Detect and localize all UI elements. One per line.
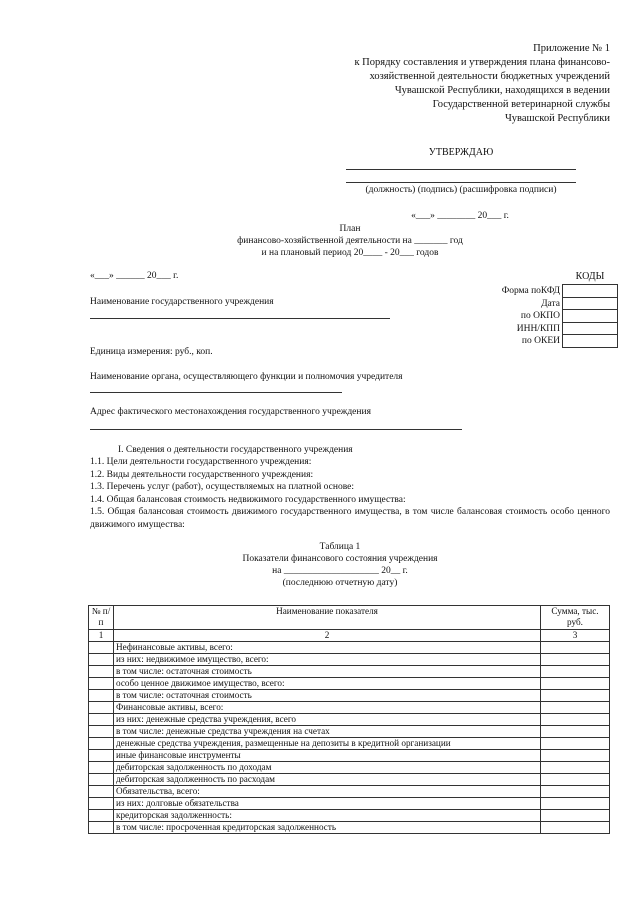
table-row xyxy=(89,654,610,666)
sum-cell[interactable] xyxy=(541,666,610,678)
code-cell-date[interactable] xyxy=(563,297,618,310)
row-label: в том числе: остаточная стоимость xyxy=(114,666,541,678)
col-header-sum: Сумма, тыс. руб. xyxy=(541,606,610,630)
sum-cell[interactable] xyxy=(541,774,610,786)
plan-period: и на плановый период 20____ - 20___ годов xyxy=(261,248,439,258)
signature-line xyxy=(346,182,576,183)
table-row xyxy=(89,762,610,774)
table-row xyxy=(89,822,610,834)
row-label: Обязательства, всего: xyxy=(114,786,541,798)
appendix-header xyxy=(250,42,610,126)
sum-cell[interactable] xyxy=(541,750,610,762)
table-row xyxy=(89,738,610,750)
col-header-name: Наименование показателя xyxy=(114,606,541,630)
section-item: 1.3. Перечень услуг (работ), осуществляемых на платной основе: xyxy=(90,482,355,492)
codes-labels xyxy=(440,285,560,348)
row-label: Нефинансовые активы, всего: xyxy=(114,642,541,654)
sum-cell[interactable] xyxy=(541,678,610,690)
section-items xyxy=(90,456,610,531)
code-label-form: Форма поКФД xyxy=(501,286,560,296)
appendix-line: Чувашской Республики xyxy=(504,113,610,124)
founder-label: Наименование органа, осуществляющего функции и полномочия учредителя xyxy=(90,372,403,382)
document-date: «___» ______ 20___ г. xyxy=(90,271,179,281)
row-label: дебиторская задолженность по расходам xyxy=(114,774,541,786)
codes-table xyxy=(562,284,618,348)
sum-cell[interactable] xyxy=(541,714,610,726)
row-label: дебиторская задолженность по доходам xyxy=(114,762,541,774)
sum-cell[interactable] xyxy=(541,798,610,810)
sum-cell[interactable] xyxy=(541,786,610,798)
code-label-okpo: по ОКПО xyxy=(520,311,560,321)
section-item: 1.5. Общая балансовая стоимость движимого государственного имущества, в том числе балансовая стоимость особо ценного движимого имущества: xyxy=(90,507,610,530)
table-row xyxy=(89,642,610,654)
plan-title: План xyxy=(339,224,361,234)
table-row xyxy=(89,702,610,714)
table1-title: Таблица 1 xyxy=(319,542,361,552)
sum-cell[interactable] xyxy=(541,654,610,666)
row-label: денежные средства учреждения, размещенные на депозиты в кредитной организации xyxy=(114,738,541,750)
code-cell-inn[interactable] xyxy=(563,322,618,335)
table1-caption: Показатели финансового состояния учреждения xyxy=(242,554,438,564)
sum-cell[interactable] xyxy=(541,810,610,822)
table1-heading xyxy=(220,541,460,589)
signature-line xyxy=(346,169,576,170)
appendix-line: хозяйственной деятельности бюджетных учреждений xyxy=(369,71,610,82)
row-label: из них: недвижимое имущество, всего: xyxy=(114,654,541,666)
row-label: в том числе: остаточная стоимость xyxy=(114,690,541,702)
col-number: 1 xyxy=(89,630,114,642)
institution-line[interactable] xyxy=(90,318,390,319)
approval-date: «___» ________ 20___ г. xyxy=(411,211,509,221)
sum-cell[interactable] xyxy=(541,702,610,714)
sum-cell[interactable] xyxy=(541,726,610,738)
appendix-line: к Порядку составления и утверждения плана финансово- xyxy=(354,57,610,68)
unit-label: Единица измерения: руб., коп. xyxy=(90,347,213,357)
table-row xyxy=(89,714,610,726)
institution-label: Наименование государственного учреждения xyxy=(90,297,274,307)
sum-cell[interactable] xyxy=(541,738,610,750)
sum-cell[interactable] xyxy=(541,642,610,654)
codes-title: КОДЫ xyxy=(575,271,605,282)
sum-cell[interactable] xyxy=(541,822,610,834)
code-label-date: Дата xyxy=(541,298,560,309)
sum-cell[interactable] xyxy=(541,690,610,702)
signature-caption: (должность) (подпись) (расшифровка подписи) xyxy=(365,185,557,195)
code-cell-okpo[interactable] xyxy=(563,310,618,323)
financial-indicators-table xyxy=(88,605,610,834)
col-number: 2 xyxy=(114,630,541,642)
code-label-inn: ИНН/КПП xyxy=(516,323,560,334)
section-item: 1.1. Цели деятельности государственного учреждения: xyxy=(90,457,312,467)
approval-title: УТВЕРЖДАЮ xyxy=(428,147,494,158)
table1-date: на ____________________ 20__ г. xyxy=(272,566,408,576)
section-item: 1.2. Виды деятельности государственного учреждения: xyxy=(90,469,314,480)
plan-header xyxy=(180,223,520,259)
sum-cell[interactable] xyxy=(541,762,610,774)
col-number: 3 xyxy=(541,630,610,642)
table-row xyxy=(89,690,610,702)
table-row xyxy=(89,810,610,822)
section-item: 1.4. Общая балансовая стоимость недвижимого государственного имущества: xyxy=(90,494,406,505)
row-label: иные финансовые инструменты xyxy=(114,750,541,762)
address-line[interactable] xyxy=(90,429,462,430)
plan-subtitle: финансово-хозяйственной деятельности на _______ год xyxy=(237,236,463,246)
table-row xyxy=(89,666,610,678)
appendix-line: Приложение № 1 xyxy=(533,43,610,54)
row-label: из них: денежные средства учреждения, всего xyxy=(114,714,541,726)
row-label: особо ценное движимое имущество, всего: xyxy=(114,678,541,690)
table-row xyxy=(89,750,610,762)
row-label: в том числе: просроченная кредиторская задолженность xyxy=(114,822,541,834)
appendix-line: Государственной ветеринарной службы xyxy=(432,99,610,110)
table-row xyxy=(89,774,610,786)
row-label: в том числе: денежные средства учреждения на счетах xyxy=(114,726,541,738)
code-cell-okei[interactable] xyxy=(563,335,618,348)
address-label: Адрес фактического местонахождения государственного учреждения xyxy=(90,407,371,417)
row-label: Финансовые активы, всего: xyxy=(114,702,541,714)
table1-date-note: (последнюю отчетную дату) xyxy=(282,578,398,588)
table-row xyxy=(89,726,610,738)
table-row xyxy=(89,798,610,810)
row-label: кредиторская задолженность: xyxy=(114,810,541,822)
row-label: из них: долговые обязательства xyxy=(114,798,541,810)
table-row xyxy=(89,786,610,798)
founder-line[interactable] xyxy=(90,392,342,393)
table-row xyxy=(89,678,610,690)
section-title: I. Сведения о деятельности государственного учреждения xyxy=(118,445,353,455)
col-header-num: № п/п xyxy=(89,606,114,630)
code-cell-form[interactable] xyxy=(563,285,618,298)
appendix-line: Чувашской Республики, находящихся в ведении xyxy=(394,85,610,96)
code-label-okei: по ОКЕИ xyxy=(521,336,560,346)
